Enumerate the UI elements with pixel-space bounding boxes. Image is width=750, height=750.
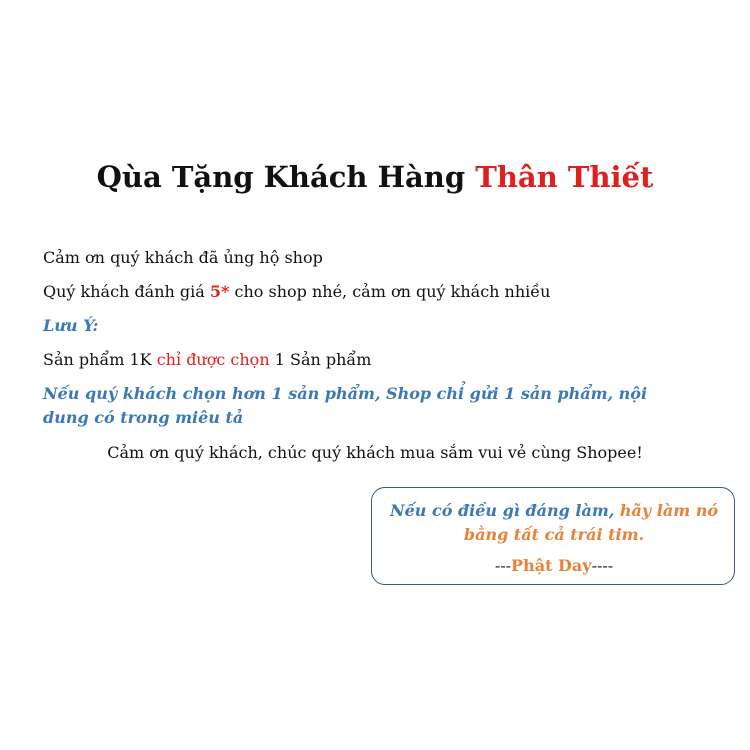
- quote-part-1: Nếu có điều gì đáng làm,: [389, 501, 615, 520]
- quote-signature: [372, 556, 736, 575]
- product-highlight: chỉ được chọn: [156, 350, 270, 369]
- rating-line: [43, 282, 550, 301]
- title-highlight: Thân Thiết: [475, 160, 654, 194]
- warning-text: Nếu quý khách chọn hơn 1 sản phẩm, Shop chỉ gửi 1 sản phẩm, nội dung có trong miêu tả: [43, 384, 648, 427]
- product-line: [43, 350, 371, 369]
- note-label: Lưu Ý:: [43, 316, 99, 335]
- quote-box: [371, 487, 735, 585]
- quote-part-3: bằng tất cả trái tim.: [463, 525, 645, 544]
- quote-part-2: hãy làm nó: [614, 501, 719, 520]
- closing-line: Cảm ơn quý khách, chúc quý khách mua sắm vui vẻ cùng Shopee!: [107, 443, 643, 462]
- rating-stars: 5*: [209, 282, 230, 301]
- thanks-line: Cảm ơn quý khách đã ủng hộ shop: [43, 248, 323, 267]
- signature-name: Phật Day: [511, 556, 592, 575]
- quote-text: [372, 499, 736, 547]
- rating-text-after: cho shop nhé, cảm ơn quý khách nhiều: [229, 282, 551, 301]
- page-title: [0, 160, 750, 194]
- product-text-after: 1 Sản phẩm: [269, 350, 372, 369]
- signature-prefix: ---: [494, 556, 512, 575]
- title-main: Qùa Tặng Khách Hàng: [96, 160, 476, 194]
- signature-suffix: ----: [591, 556, 614, 575]
- rating-text-before: Quý khách đánh giá: [43, 282, 210, 301]
- product-text-before: Sản phẩm 1K: [43, 350, 157, 369]
